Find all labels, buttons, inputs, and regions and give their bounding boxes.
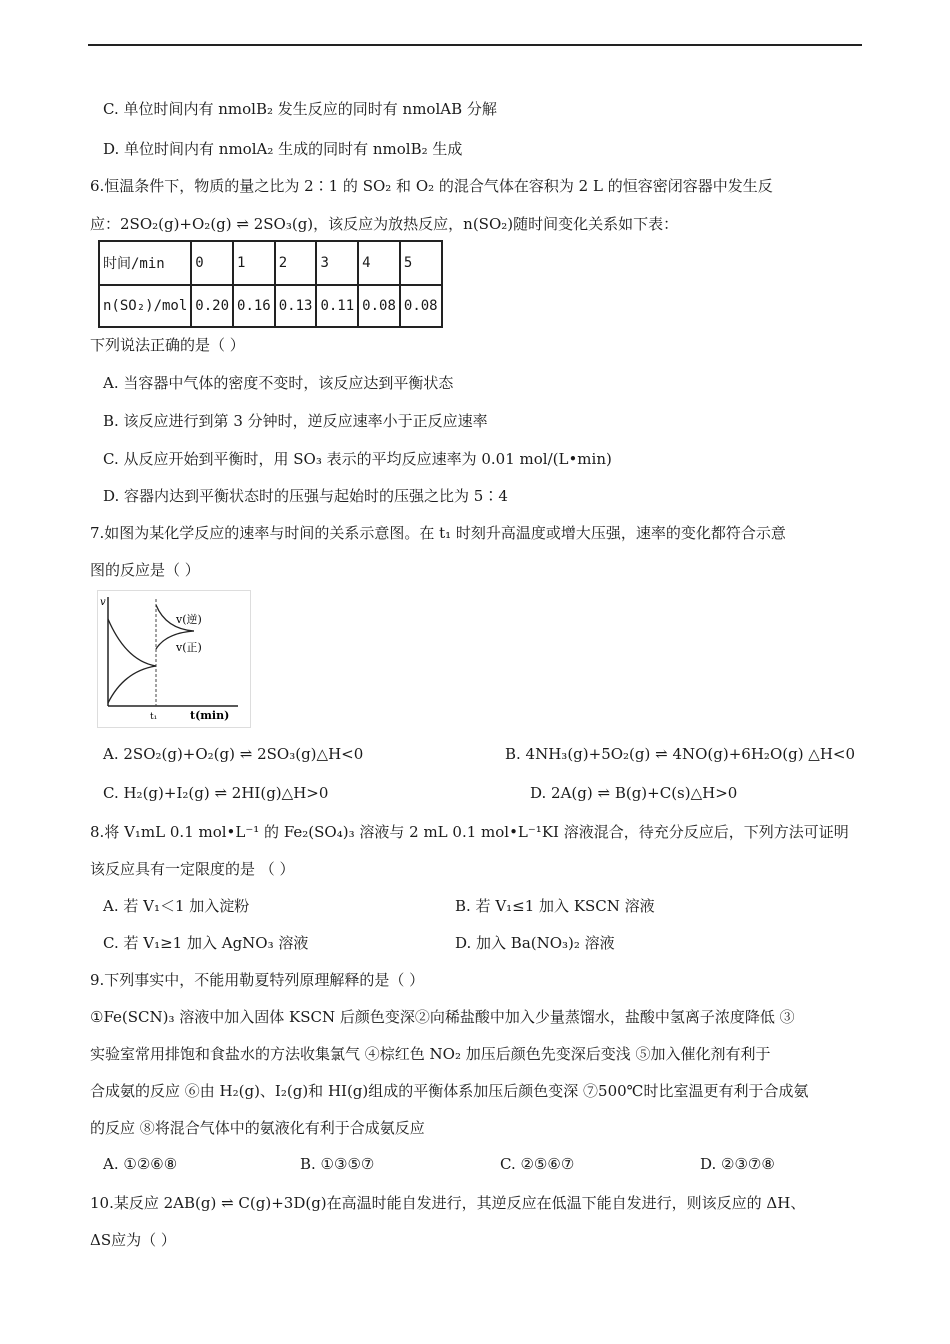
table-cell: 3 <box>316 241 358 285</box>
q9-facts-line3: 合成氨的反应 ⑥由 H₂(g)、I₂(g)和 HI(g)组成的平衡体系加压后颜色变深 ⑦500℃时比室温更有利于合成氨 <box>90 1082 809 1100</box>
q9-option-b: B. ①③⑤⑦ <box>300 1155 375 1173</box>
q10-stem-line1: 10.某反应 2AB(g) ⇌ C(g)+3D(g)在高温时能自发进行，其逆反应在低温下能自发进行，则该反应的 ΔH、 <box>90 1194 806 1212</box>
q6-option-d: D. 容器内达到平衡状态时的压强与起始时的压强之比为 5∶4 <box>103 487 508 505</box>
reverse-rate-label: v(逆) <box>176 613 202 626</box>
q6-option-a: A. 当容器中气体的密度不变时，该反应达到平衡状态 <box>103 374 454 392</box>
table-cell: 0 <box>191 241 233 285</box>
q6-question: 下列说法正确的是（ ） <box>90 336 245 354</box>
curve-before-lower <box>108 666 156 703</box>
q5-option-d: D. 单位时间内有 nmolA₂ 生成的同时有 nmolB₂ 生成 <box>103 140 463 158</box>
table-cell: 1 <box>233 241 275 285</box>
q8-stem-line2: 该反应具有一定限度的是 （ ） <box>90 860 295 878</box>
q10-stem-line2: ΔS应为（ ） <box>90 1231 176 1249</box>
so2-time-table <box>98 240 443 328</box>
table-row <box>99 241 442 285</box>
q9-facts-line1: ①Fe(SCN)₃ 溶液中加入固体 KSCN 后颜色变深②向稀盐酸中加入少量蒸馏水，盐酸中氢离子浓度降低 ③ <box>90 1008 795 1026</box>
q8-option-a: A. 若 V₁＜1 加入淀粉 <box>103 897 250 915</box>
table-cell: 0.16 <box>233 285 275 327</box>
q8-option-c: C. 若 V₁≥1 加入 AgNO₃ 溶液 <box>103 934 309 952</box>
q6-option-c: C. 从反应开始到平衡时，用 SO₃ 表示的平均反应速率为 0.01 mol/(L•min) <box>103 450 612 468</box>
rate-time-graph <box>97 590 251 728</box>
q9-stem: 9.下列事实中，不能用勒夏特列原理解释的是（ ） <box>90 971 425 989</box>
q7-stem-line2: 图的反应是（ ） <box>90 561 200 579</box>
q7-option-d: D. 2A(g) ⇌ B(g)+C(s)△H>0 <box>530 784 738 802</box>
table-cell: 时间/min <box>99 241 191 285</box>
q7-stem-line1: 7.如图为某化学反应的速率与时间的关系示意图。在 t₁ 时刻升高温度或增大压强，速率的变化都符合示意 <box>90 524 786 542</box>
q7-option-a: A. 2SO₂(g)+O₂(g) ⇌ 2SO₃(g)△H<0 <box>103 745 364 763</box>
q5-option-c: C. 单位时间内有 nmolB₂ 发生反应的同时有 nmolAB 分解 <box>103 100 497 118</box>
rate-time-svg <box>98 591 250 727</box>
q6-option-b: B. 该反应进行到第 3 分钟时，逆反应速率小于正反应速率 <box>103 412 488 430</box>
curve-before-upper <box>108 619 156 666</box>
table-cell: 2 <box>275 241 317 285</box>
table-cell: 0.08 <box>400 285 442 327</box>
q8-option-d: D. 加入 Ba(NO₃)₂ 溶液 <box>455 934 615 952</box>
q7-option-b: B. 4NH₃(g)+5O₂(g) ⇌ 4NO(g)+6H₂O(g) △H<0 <box>505 745 856 763</box>
table-cell: 0.20 <box>191 285 233 327</box>
table-row <box>99 285 442 327</box>
table-cell: 4 <box>358 241 400 285</box>
table-cell: 0.11 <box>316 285 358 327</box>
q9-facts-line4: 的反应 ⑧将混合气体中的氨液化有利于合成氨反应 <box>90 1119 425 1137</box>
header-rule <box>88 44 862 46</box>
q9-option-d: D. ②③⑦⑧ <box>700 1155 775 1173</box>
q6-stem-line2: 应：2SO₂(g)+O₂(g) ⇌ 2SO₃(g)，该反应为放热反应，n(SO₂)随时间变化关系如下表： <box>90 215 679 233</box>
q9-option-a: A. ①②⑥⑧ <box>103 1155 178 1173</box>
t1-label: t₁ <box>150 712 158 722</box>
q8-stem-line1: 8.将 V₁mL 0.1 mol•L⁻¹ 的 Fe₂(SO₄)₃ 溶液与 2 mL 0.1 mol•L⁻¹KI 溶液混合，待充分反应后，下列方法可证明 <box>90 823 849 841</box>
table-cell: 0.08 <box>358 285 400 327</box>
x-axis-label: t(min) <box>190 709 230 722</box>
table-cell: 5 <box>400 241 442 285</box>
q7-option-c: C. H₂(g)+I₂(g) ⇌ 2HI(g)△H>0 <box>103 784 329 802</box>
q9-facts-line2: 实验室常用排饱和食盐水的方法收集氯气 ④棕红色 NO₂ 加压后颜色先变深后变浅 ⑤加入催化剂有利于 <box>90 1045 771 1063</box>
table-cell: 0.13 <box>275 285 317 327</box>
q9-option-c: C. ②⑤⑥⑦ <box>500 1155 575 1173</box>
table-cell: n(SO₂)/mol <box>99 285 191 327</box>
y-axis-label: v <box>100 597 106 608</box>
q8-option-b: B. 若 V₁≤1 加入 KSCN 溶液 <box>455 897 655 915</box>
forward-rate-label: v(正) <box>176 641 202 654</box>
q6-stem-line1: 6.恒温条件下，物质的量之比为 2∶1 的 SO₂ 和 O₂ 的混合气体在容积为 2 L 的恒容密闭容器中发生反 <box>90 177 773 195</box>
